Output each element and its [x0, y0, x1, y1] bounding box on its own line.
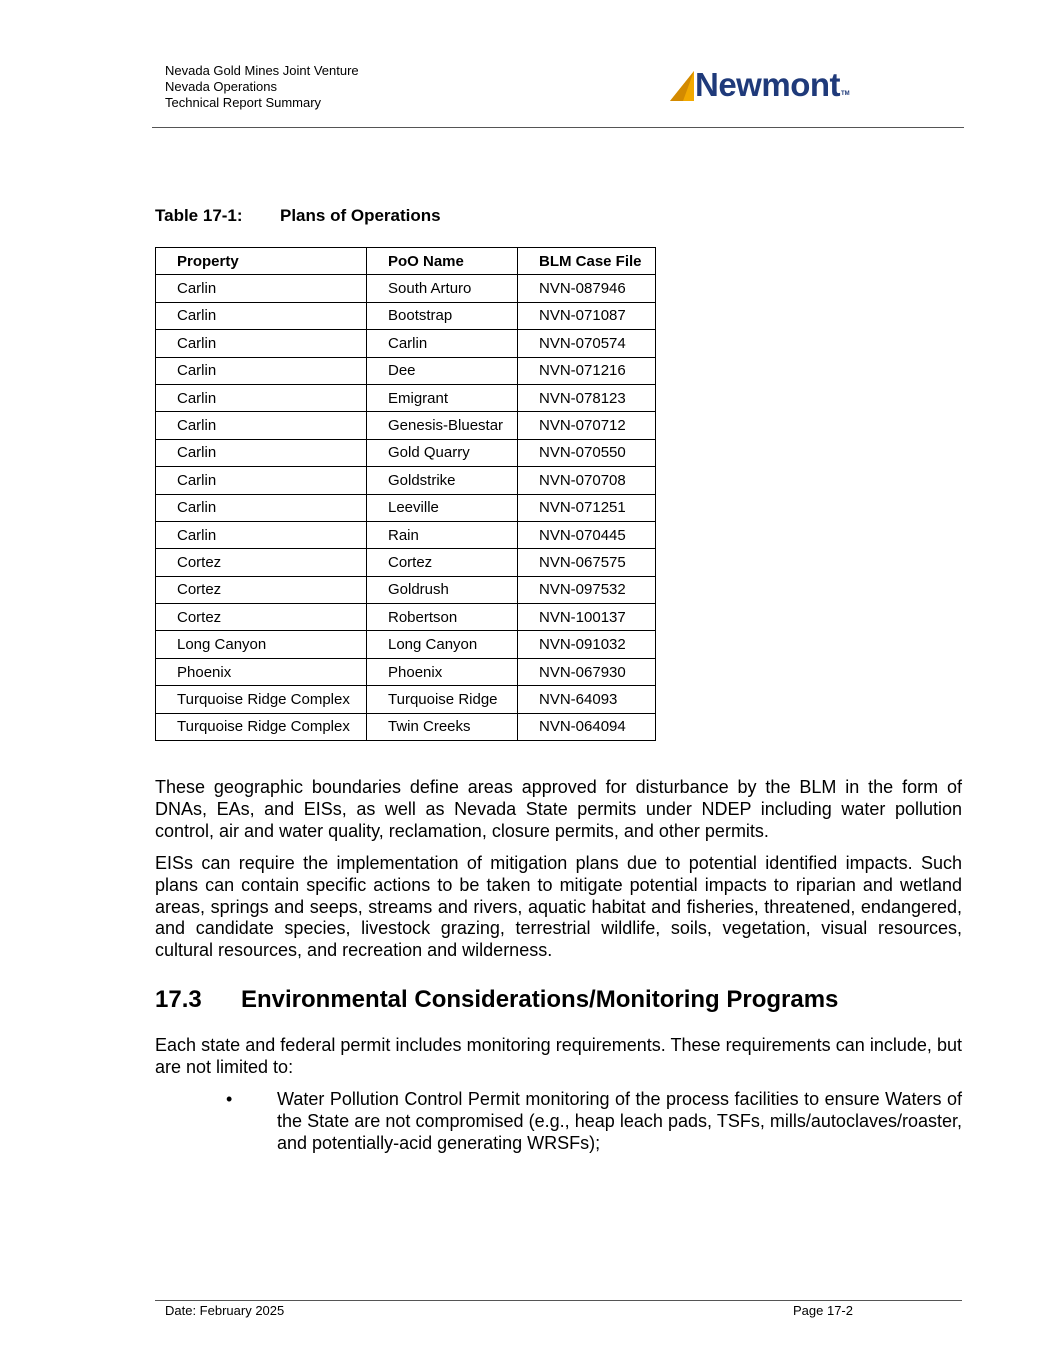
cell-blm-case-file: NVN-097532 — [518, 576, 656, 603]
cell-poo-name: South Arturo — [367, 275, 518, 302]
table-row — [156, 357, 656, 384]
cell-blm-case-file: NVN-070574 — [518, 330, 656, 357]
cell-blm-case-file: NVN-067930 — [518, 658, 656, 685]
cell-poo-name: Goldstrike — [367, 467, 518, 494]
footer-divider — [155, 1300, 962, 1301]
newmont-logo — [670, 68, 850, 101]
header-line-company: Nevada Gold Mines Joint Venture — [165, 63, 359, 78]
cell-property: Carlin — [156, 494, 367, 521]
table-row — [156, 549, 656, 576]
cell-poo-name: Cortez — [367, 549, 518, 576]
paragraph-monitoring: Each state and federal permit includes monitoring requirements. These requirements can include, but are not limited to: — [155, 1035, 962, 1077]
cell-blm-case-file: NVN-087946 — [518, 275, 656, 302]
cell-property: Carlin — [156, 275, 367, 302]
cell-blm-case-file: NVN-071087 — [518, 302, 656, 329]
table-caption-number: Table 17-1: — [155, 206, 243, 225]
table-row — [156, 494, 656, 521]
table-header-row — [156, 248, 656, 275]
table-row — [156, 467, 656, 494]
header-divider — [152, 127, 964, 128]
cell-poo-name: Genesis-Bluestar — [367, 412, 518, 439]
section-number: 17.3 — [155, 986, 202, 1013]
table-row — [156, 330, 656, 357]
table-row — [156, 275, 656, 302]
cell-property: Carlin — [156, 357, 367, 384]
cell-blm-case-file: NVN-070445 — [518, 521, 656, 548]
table-row — [156, 658, 656, 685]
cell-poo-name: Robertson — [367, 604, 518, 631]
cell-property: Turquoise Ridge Complex — [156, 686, 367, 713]
table-caption — [155, 206, 441, 226]
cell-property: Cortez — [156, 604, 367, 631]
table-row — [156, 713, 656, 740]
cell-blm-case-file: NVN-070708 — [518, 467, 656, 494]
cell-property: Turquoise Ridge Complex — [156, 713, 367, 740]
paragraph-mitigation: EISs can require the implementation of mitigation plans due to potential identified impacts. Such plans can contain specific actions to be taken to mitigate potential impacts to riparian and wetland areas, springs and seeps, streams and rivers, aquatic habitat and fisheries, threatened, endangered, and candidate species, livestock grazing, terrestrial wildlife, soils, vegetation, visual resources, cultural resources, and recreation and wilderness. — [155, 853, 962, 961]
table-row — [156, 604, 656, 631]
bullet-item — [226, 1089, 962, 1154]
cell-blm-case-file: NVN-070550 — [518, 439, 656, 466]
cell-blm-case-file: NVN-071216 — [518, 357, 656, 384]
cell-property: Phoenix — [156, 658, 367, 685]
cell-blm-case-file: NVN-064094 — [518, 713, 656, 740]
cell-property: Carlin — [156, 521, 367, 548]
table-row — [156, 384, 656, 411]
cell-blm-case-file: NVN-070712 — [518, 412, 656, 439]
cell-blm-case-file: NVN-091032 — [518, 631, 656, 658]
cell-poo-name: Twin Creeks — [367, 713, 518, 740]
cell-blm-case-file: NVN-100137 — [518, 604, 656, 631]
section-heading — [155, 986, 838, 1014]
bullet-text: Water Pollution Control Permit monitoring of the process facilities to ensure Waters of the State are not compromised (e.g., heap leach pads, TSFs, mills/autoclaves/roaster, and potentially-acid generating WRSFs); — [277, 1089, 962, 1153]
cell-poo-name: Turquoise Ridge — [367, 686, 518, 713]
cell-poo-name: Rain — [367, 521, 518, 548]
header-line-operations: Nevada Operations — [165, 79, 278, 94]
cell-poo-name: Dee — [367, 357, 518, 384]
document-header — [165, 63, 359, 111]
footer-page-number: Page 17-2 — [793, 1303, 853, 1318]
cell-property: Carlin — [156, 384, 367, 411]
cell-property: Carlin — [156, 439, 367, 466]
cell-poo-name: Gold Quarry — [367, 439, 518, 466]
cell-poo-name: Leeville — [367, 494, 518, 521]
table-row — [156, 521, 656, 548]
cell-blm-case-file: NVN-071251 — [518, 494, 656, 521]
footer-date: Date: February 2025 — [165, 1303, 285, 1318]
table-row — [156, 631, 656, 658]
table-row — [156, 576, 656, 603]
cell-blm-case-file: NVN-078123 — [518, 384, 656, 411]
cell-property: Cortez — [156, 576, 367, 603]
cell-property: Carlin — [156, 467, 367, 494]
table-body — [156, 275, 656, 741]
cell-poo-name: Long Canyon — [367, 631, 518, 658]
table-row — [156, 412, 656, 439]
cell-property: Long Canyon — [156, 631, 367, 658]
cell-poo-name: Bootstrap — [367, 302, 518, 329]
column-header-poo-name: PoO Name — [367, 248, 518, 275]
logo-triangle-icon — [670, 71, 694, 101]
cell-poo-name: Emigrant — [367, 384, 518, 411]
cell-blm-case-file: NVN-64093 — [518, 686, 656, 713]
column-header-property: Property — [156, 248, 367, 275]
paragraph-boundaries: These geographic boundaries define areas approved for disturbance by the BLM in the form of DNAs, EAs, and EISs, as well as Nevada State permits under NDEP including water pollution control, air and water quality, reclamation, closure permits, and other permits. — [155, 777, 962, 841]
cell-property: Cortez — [156, 549, 367, 576]
bullet-icon: • — [226, 1089, 233, 1109]
header-line-report: Technical Report Summary — [165, 95, 322, 110]
table-caption-title: Plans of Operations — [280, 206, 441, 225]
cell-blm-case-file: NVN-067575 — [518, 549, 656, 576]
cell-poo-name: Goldrush — [367, 576, 518, 603]
table-row — [156, 302, 656, 329]
plans-of-operations-table — [155, 247, 656, 741]
table-row — [156, 686, 656, 713]
logo-wordmark: Newmont — [695, 66, 840, 103]
section-title: Environmental Considerations/Monitoring Programs — [241, 986, 839, 1013]
table-row — [156, 439, 656, 466]
cell-property: Carlin — [156, 330, 367, 357]
cell-property: Carlin — [156, 412, 367, 439]
cell-poo-name: Carlin — [367, 330, 518, 357]
cell-property: Carlin — [156, 302, 367, 329]
logo-trademark: TM — [841, 91, 850, 97]
cell-poo-name: Phoenix — [367, 658, 518, 685]
column-header-blm-case-file: BLM Case File — [518, 248, 656, 275]
